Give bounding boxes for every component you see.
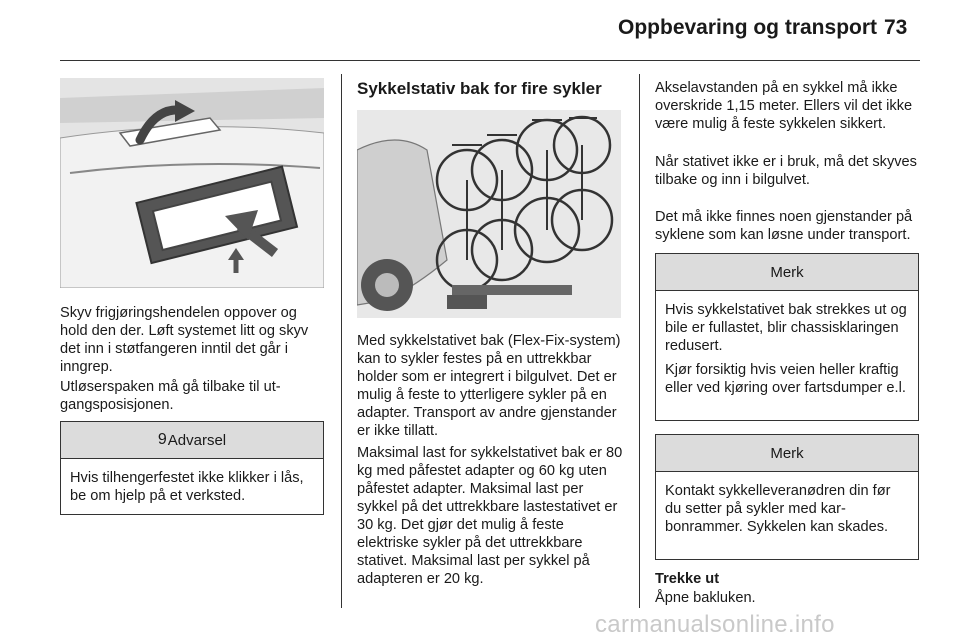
max-load-text: Maksimal last for sykkelstativet bak er 80 kg med påfestet adapter og 60 kg uten påfestet adapter. Maksimal last per sykkel på det uttrekkbare lastestativet er 30 kg. Det gjør det mulig å feste elektriske sykler på det uttrekkbare stativet. Maksimal last per sykkel på adapteren er 20 kg. [357,445,623,587]
warning-header [61,422,323,459]
lever-return-text: Utløserspaken må gå tilbake til utgangsposisjonen. [60,379,281,413]
note-box-1 [655,253,919,421]
subheading-extend: Trekke ut [655,571,720,587]
note-box-2 [655,434,919,560]
warning-title: Advarsel [167,431,227,449]
note-1-body [656,291,918,397]
loose-objects-text: Det må ikke finnes noen gjenstander på syklene som kan løsne under transport. [655,209,913,243]
storage-text: Når stativet ikke er i bruk, må det skyves tilbake og inn i bilgulvet. [655,154,917,188]
open-tailgate-text: Åpne bakluken. [655,590,756,606]
note-2-paragraph-1: Kontakt sykkelleveranødren din før du setter på sykler med karbonrammer. Sykkelen kan skades. [665,483,891,535]
note-2-header: Merk [656,435,918,472]
warning-body: Hvis tilhengerfestet ikke klikker i lås, be om hjelp på et verksted. [70,470,304,504]
carrier-description-text: Med sykkelstativet bak (Flex-Fix-system) kan to sykler festes på en uttrekkbar holder som er integrert i bilgulvet. Det er mulig å feste to ytterligere sykler på en adapter. Transport av andre gjenstander er ikke tillatt. [357,333,621,439]
watermark: carmanualsonline.info [595,611,835,638]
page-title: Oppbevaring og transport [618,16,878,39]
bumper-instruction-text: Skyv frigjøringshendelen oppover og hold den der. Løft systemet litt og skyv det inn i støtfangeren inntil det går i inngrep. [60,305,309,375]
warning-icon: 9 [157,431,167,448]
header-divider [60,60,920,61]
column-divider-2 [639,74,640,608]
bike-carrier-illustration [357,110,621,318]
note-1-paragraph-1: Hvis sykkelstativet bak strekkes ut og bile er fullastet, blir chassisklaringen redusert. [665,302,907,354]
note-2-body [656,472,918,536]
warning-box [60,421,324,515]
column-divider-1 [341,74,342,608]
section-heading: Sykkelstativ bak for fire sykler [357,79,602,98]
note-1-header: Merk [656,254,918,291]
rear-bumper-illustration [60,78,324,288]
page-number: 73 [884,16,908,39]
wheelbase-text: Akselavstanden på en sykkel må ikke overskride 1,15 meter. Ellers vil det ikke være mulig å feste sykkelen sikkert. [655,80,913,132]
note-1-paragraph-2: Kjør forsiktig hvis veien heller kraftig eller ved kjøring over fartsdumper e.l. [665,362,906,396]
